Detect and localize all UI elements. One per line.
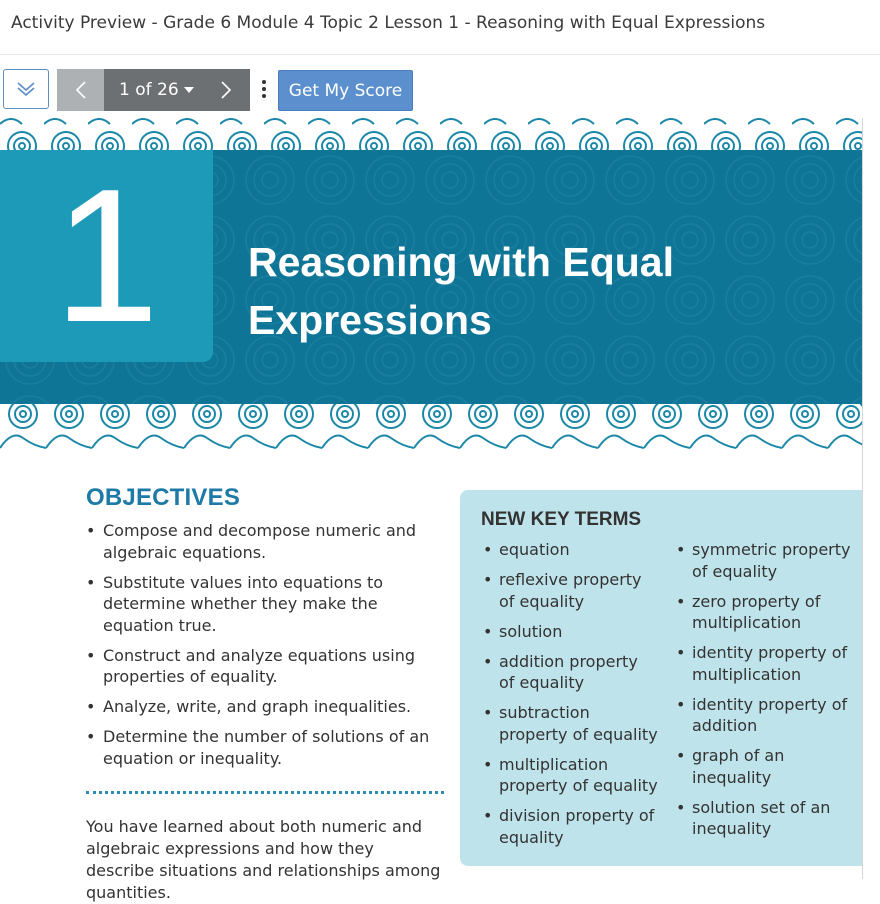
activity-title: Activity Preview - Grade 6 Module 4 Topic 2 Lesson 1 - Reasoning with Equal Expressions <box>11 13 766 33</box>
objective-item: • Substitute values into equations to determine whether they make the equation true. <box>86 572 438 637</box>
key-term-item: • multiplication property of equality <box>483 754 658 797</box>
objective-item: • Analyze, write, and graph inequalities. <box>86 696 438 718</box>
key-term-item: • addition property of equality <box>483 651 658 694</box>
title-bar <box>0 0 880 55</box>
page-edge-divider <box>862 118 863 879</box>
objectives-heading: OBJECTIVES <box>86 484 241 511</box>
key-terms-right-column <box>676 539 856 848</box>
key-term-item: • equation <box>483 539 658 561</box>
section-divider <box>86 791 444 794</box>
lesson-title-line-2: Expressions <box>248 297 492 343</box>
key-term-item: • graph of an inequality <box>676 745 856 788</box>
key-term-item: • symmetric property of equality <box>676 539 856 582</box>
key-terms-panel <box>460 490 862 866</box>
key-term-item: • zero property of multiplication <box>676 591 856 634</box>
objective-item: • Compose and decompose numeric and algebraic equations. <box>86 520 438 563</box>
page-navigator <box>57 69 250 111</box>
lesson-title-line-1: Reasoning with Equal <box>248 239 674 285</box>
double-chevron-down-icon <box>16 80 36 98</box>
page-select-dropdown[interactable] <box>104 69 202 111</box>
toolbar <box>0 56 880 118</box>
key-terms-left-column <box>483 539 658 857</box>
next-page-button[interactable] <box>202 69 250 111</box>
lesson-page <box>0 118 862 902</box>
decorative-pattern-bottom <box>0 404 862 452</box>
chevron-right-icon <box>220 80 232 100</box>
lesson-number: 1 <box>53 150 160 362</box>
chevron-left-icon <box>75 80 87 100</box>
more-options-icon[interactable] <box>258 78 270 102</box>
key-term-item: • reflexive property of equality <box>483 569 658 612</box>
previous-page-button[interactable] <box>57 69 104 111</box>
objective-item: • Construct and analyze equations using properties of equality. <box>86 645 438 688</box>
key-term-item: • identity property of multiplication <box>676 642 856 685</box>
intro-paragraph: You have learned about both numeric and algebraic expressions and how they describe situations and relationships among quantities. <box>86 817 441 902</box>
lesson-banner <box>0 150 862 404</box>
decorative-pattern-top <box>0 118 862 150</box>
page-indicator: 1 of 26 <box>119 80 179 100</box>
key-term-item: • solution set of an inequality <box>676 797 856 840</box>
objectives-list <box>86 520 438 778</box>
key-term-item: • division property of equality <box>483 805 658 848</box>
lesson-title <box>248 233 808 349</box>
caret-down-icon <box>184 87 194 93</box>
objective-item: • Determine the number of solutions of an equation or inequality. <box>86 726 438 769</box>
key-term-item: • solution <box>483 621 658 643</box>
key-term-item: • subtraction property of equality <box>483 702 658 745</box>
get-my-score-button[interactable]: Get My Score <box>278 70 413 111</box>
collapse-button[interactable] <box>3 69 49 109</box>
key-terms-heading: NEW KEY TERMS <box>481 509 642 530</box>
key-term-item: • identity property of addition <box>676 694 856 737</box>
